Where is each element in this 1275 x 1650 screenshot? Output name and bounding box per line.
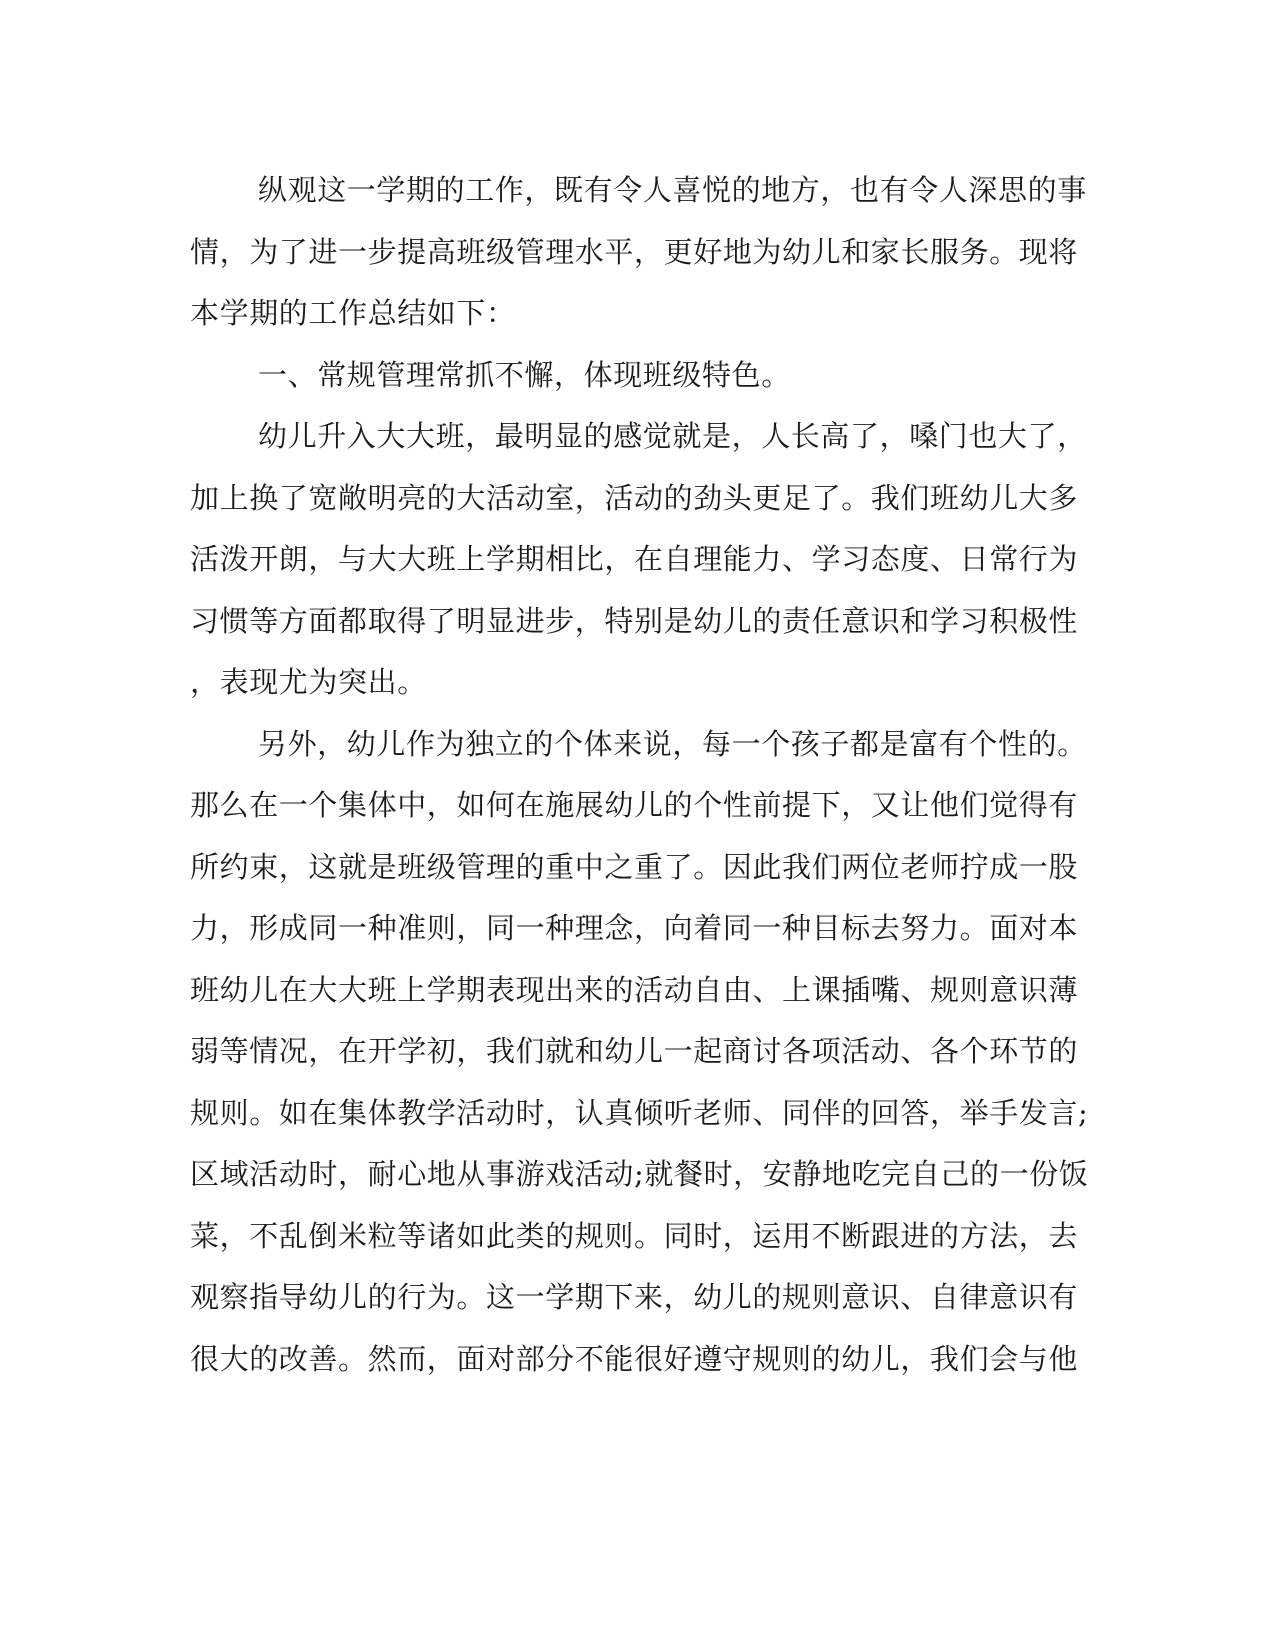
text-line: 习惯等方面都取得了明显进步，特别是幼儿的责任意识和学习积极性 — [190, 603, 1079, 638]
document-body — [190, 160, 1090, 1390]
text-line: 加上换了宽敞明亮的大活动室，活动的劲头更足了。我们班幼儿大多 — [190, 480, 1079, 515]
text-line: 很大的改善。然而，面对部分不能很好遵守规则的幼儿，我们会与他 — [190, 1341, 1079, 1376]
text-line: ，表现尤为突出。 — [190, 665, 427, 699]
text-line: 情，为了进一步提高班级管理水平，更好地为幼儿和家长服务。现将 — [190, 234, 1079, 269]
text-line: 力，形成同一种准则，同一种理念，向着同一种目标去努力。面对本 — [190, 911, 1079, 945]
text-line: 观察指导幼儿的行为。这一学期下来，幼儿的规则意识、自律意识有 — [190, 1280, 1079, 1314]
text-line: 班幼儿在大大班上学期表现出来的活动自由、上课插嘴、规则意识薄 — [190, 972, 1079, 1007]
text-line: 幼儿升入大大班，最明显的感觉就是，人长高了，嗓门也大了， — [258, 419, 1087, 453]
text-line: 本学期的工作总结如下： — [190, 296, 516, 330]
text-line: 另外，幼儿作为独立的个体来说，每一个孩子都是富有个性的。 — [258, 726, 1087, 761]
text-line: 菜，不乱倒米粒等诸如此类的规则。同时，运用不断跟进的方法，去 — [190, 1218, 1079, 1253]
text-line: 那么在一个集体中，如何在施展幼儿的个性前提下，又让他们觉得有 — [190, 788, 1079, 822]
text-line: 弱等情况，在开学初，我们就和幼儿一起商讨各项活动、各个环节的 — [190, 1034, 1079, 1068]
text-line: 所约束，这就是班级管理的重中之重了。因此我们两位老师拧成一股 — [190, 849, 1079, 884]
text-line: 规则。如在集体教学活动时，认真倾听老师、同伴的回答，举手发言; — [190, 1095, 1089, 1130]
text-line: 活泼开朗，与大大班上学期相比，在自理能力、学习态度、日常行为 — [190, 542, 1079, 576]
section-heading: 一、常规管理常抓不懈，体现班级特色。 — [258, 357, 791, 392]
text-line: 区域活动时，耐心地从事游戏活动;就餐时，安静地吃完自己的一份饭 — [190, 1157, 1089, 1191]
text-line: 纵观这一学期的工作，既有令人喜悦的地方，也有令人深思的事 — [258, 173, 1087, 207]
